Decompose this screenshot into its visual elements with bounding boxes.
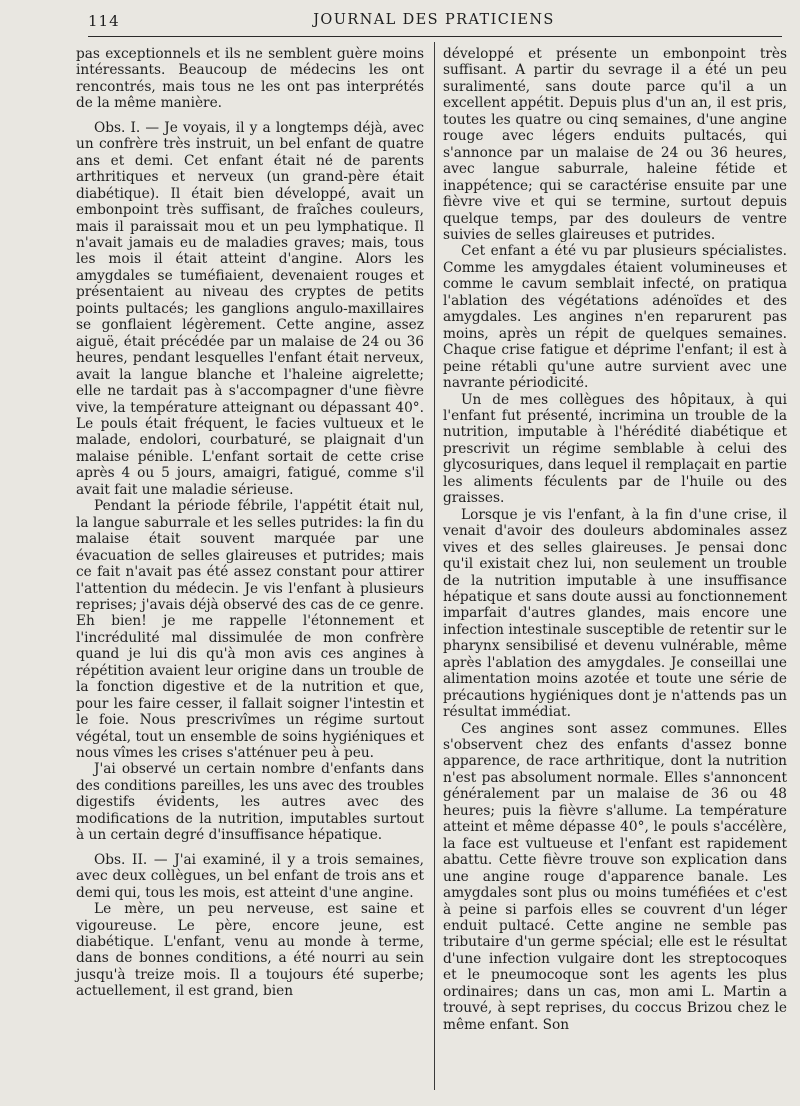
left-column xyxy=(76,46,424,1000)
paragraph: Pendant la période fébrile, l'appétit était nul, la langue saburrale et les selles putrides: la fin du malaise était souvent marquée par une évacuation de selles glaireuses et putrides; mais ce fait n'avait pas été assez constant pour attirer l'attention du médecin. Je vis l'enfant à plusieurs reprises; j'avais déjà observé des cas de ce genre. Eh bien! je me rappelle l'étonnement et l'incrédulité mal dissimulée de mon confrère quand je lui dis qu'à mon avis ces angines à répétition avaient leur origine dans un trouble de la fonction digestive et de la nutrition et que, pour les faire cesser, il fallait soigner l'intestin et le foie. Nous prescrivîmes un régime surtout végétal, tout un ensemble de soins hygiéniques et nous vîmes les crises s'atténuer peu à peu. xyxy=(76,498,424,762)
paragraph-obs-2: Obs. II. — J'ai examiné, il y a trois semaines, avec deux collègues, un bel enfant de trois ans et demi qui, tous les mois, est atteint d'une angine. xyxy=(76,851,424,901)
page-number: 114 xyxy=(88,12,120,30)
paragraph-obs-1: Obs. I. — Je voyais, il y a longtemps déjà, avec un confrère très instruit, un bel enfant de quatre ans et demi. Cet enfant était né de parents arthritiques et nerveux (un grand-père était diabétique). Il était bien développé, avait un embonpoint très suffisant, de fraîches couleurs, mais il paraissait mou et un peu lymphatique. Il n'avait jamais eu de maladies graves; mais, tous les mois il était atteint d'angine. Alors les amygdales se tuméfiaient, devenaient rouges et présentaient au niveau des cryptes de petits points pultacés; les ganglions angulo-maxillaires se gonflaient légèrement. Cette angine, assez aiguë, était précédée par un malaise de 24 ou 36 heures, pendant lesquelles l'enfant était nerveux, avait la langue blanche et l'haleine aigrelette; elle ne tardait pas à s'accompagner d'une fièvre vive, la température atteignant ou dépassant 40°. Le pouls était fréquent, le facies vultueux et le malade, endolori, courbaturé, se plaignait d'un malaise pénible. L'enfant sortait de cette crise après 4 ou 5 jours, amaigri, fatigué, comme s'il avait fait une maladie sérieuse. xyxy=(76,119,424,498)
paragraph: pas exceptionnels et ils ne semblent guère moins intéressants. Beaucoup de médecins les ont rencontrés, mais tous ne les ont pas interprétés de la même manière. xyxy=(76,46,424,112)
paragraph: Cet enfant a été vu par plusieurs spécialistes. Comme les amygdales étaient volumineuses et comme le cavum semblait infecté, on pratiqua l'ablation des végétations adénoïdes et des amygdales. Les angines n'en reparurent pas moins, après un répit de quelques semaines. Chaque crise fatigue et déprime l'enfant; il est à peine rétabli qu'une autre survient avec une navrante périodicité. xyxy=(443,243,787,392)
running-title: JOURNAL DES PRATICIENS xyxy=(313,12,555,28)
column-divider xyxy=(434,42,435,1090)
page-header xyxy=(88,12,780,34)
paragraph: Ces angines sont assez communes. Elles s'observent chez des enfants d'assez bonne apparence, de race arthritique, dont la nutrition n'est pas absolument normale. Elles s'annoncent généralement par un malaise de 36 ou 48 heures; puis la fièvre s'allume. La température atteint et même dépasse 40°, le pouls s'accélère, la face est vultueuse et l'enfant est rapidement abattu. Cette fièvre trouve son explication dans une angine rouge d'apparence banale. Les amygdales sont plus ou moins tuméfiées et c'est à peine si parfois elles se couvrent d'un léger enduit pultacé. Cette angine ne semble pas tributaire d'un germe spécial; elle est le résultat d'une infection vulgaire dont les streptocoques et le pneumocoque sont les agents les plus ordinaires; dans un cas, mon ami L. Martin a trouvé, à sept reprises, du coccus Brizou chez le même enfant. Son xyxy=(443,720,787,1033)
paragraph: développé et présente un embonpoint très suffisant. A partir du sevrage il a été un peu suralimenté, sans doute parce qu'il a un excellent appétit. Depuis plus d'un an, il est pris, toutes les quatre ou cinq semaines, d'une angine rouge avec légers enduits pultacés, qui s'annonce par un malaise de 24 ou 36 heures, avec langue saburrale, haleine fétide et inappétence; qui se caractérise ensuite par une fièvre vive et qui se termine, surtout depuis quelque temps, par des douleurs de ventre suivies de selles glaireuses et putrides. xyxy=(443,46,787,243)
paragraph: J'ai observé un certain nombre d'enfants dans des conditions pareilles, les uns avec des troubles digestifs évidents, les autres avec des modifications de la nutrition, imputables surtout à un certain degré d'insuffisance hépatique. xyxy=(76,761,424,844)
right-column xyxy=(443,46,787,1033)
paragraph: Le mère, un peu nerveuse, est saine et vigoureuse. Le père, encore jeune, est diabétique. L'enfant, venu au monde à terme, dans de bonnes conditions, a été nourri au sein jusqu'à treize mois. Il a toujours été superbe; actuellement, il est grand, bien xyxy=(76,901,424,1000)
paragraph: Un de mes collègues des hôpitaux, à qui l'enfant fut présenté, incrimina un trouble de la nutrition, imputable à l'hérédité diabétique et prescrivit un régime semblable à celui des glycosuriques, dans lequel il remplaçait en partie les aliments féculents par de l'huile ou des graisses. xyxy=(443,391,787,507)
paragraph: Lorsque je vis l'enfant, à la fin d'une crise, il venait d'avoir des douleurs abdominales assez vives et des selles glaireuses. Je pensai donc qu'il existait chez lui, non seulement un trouble de la nutrition imputable à une insuffisance hépatique et sans doute aussi au fonctionnement imparfait d'autres glandes, mais encore une infection intestinale susceptible de retentir sur le pharynx sensibilisé et devenu vulnérable, même après l'ablation des amygdales. Je conseillai une alimentation moins azotée et toute une série de précautions hygiéniques dont je n'attends pas un résultat immédiat. xyxy=(443,506,787,721)
header-rule xyxy=(88,36,782,37)
